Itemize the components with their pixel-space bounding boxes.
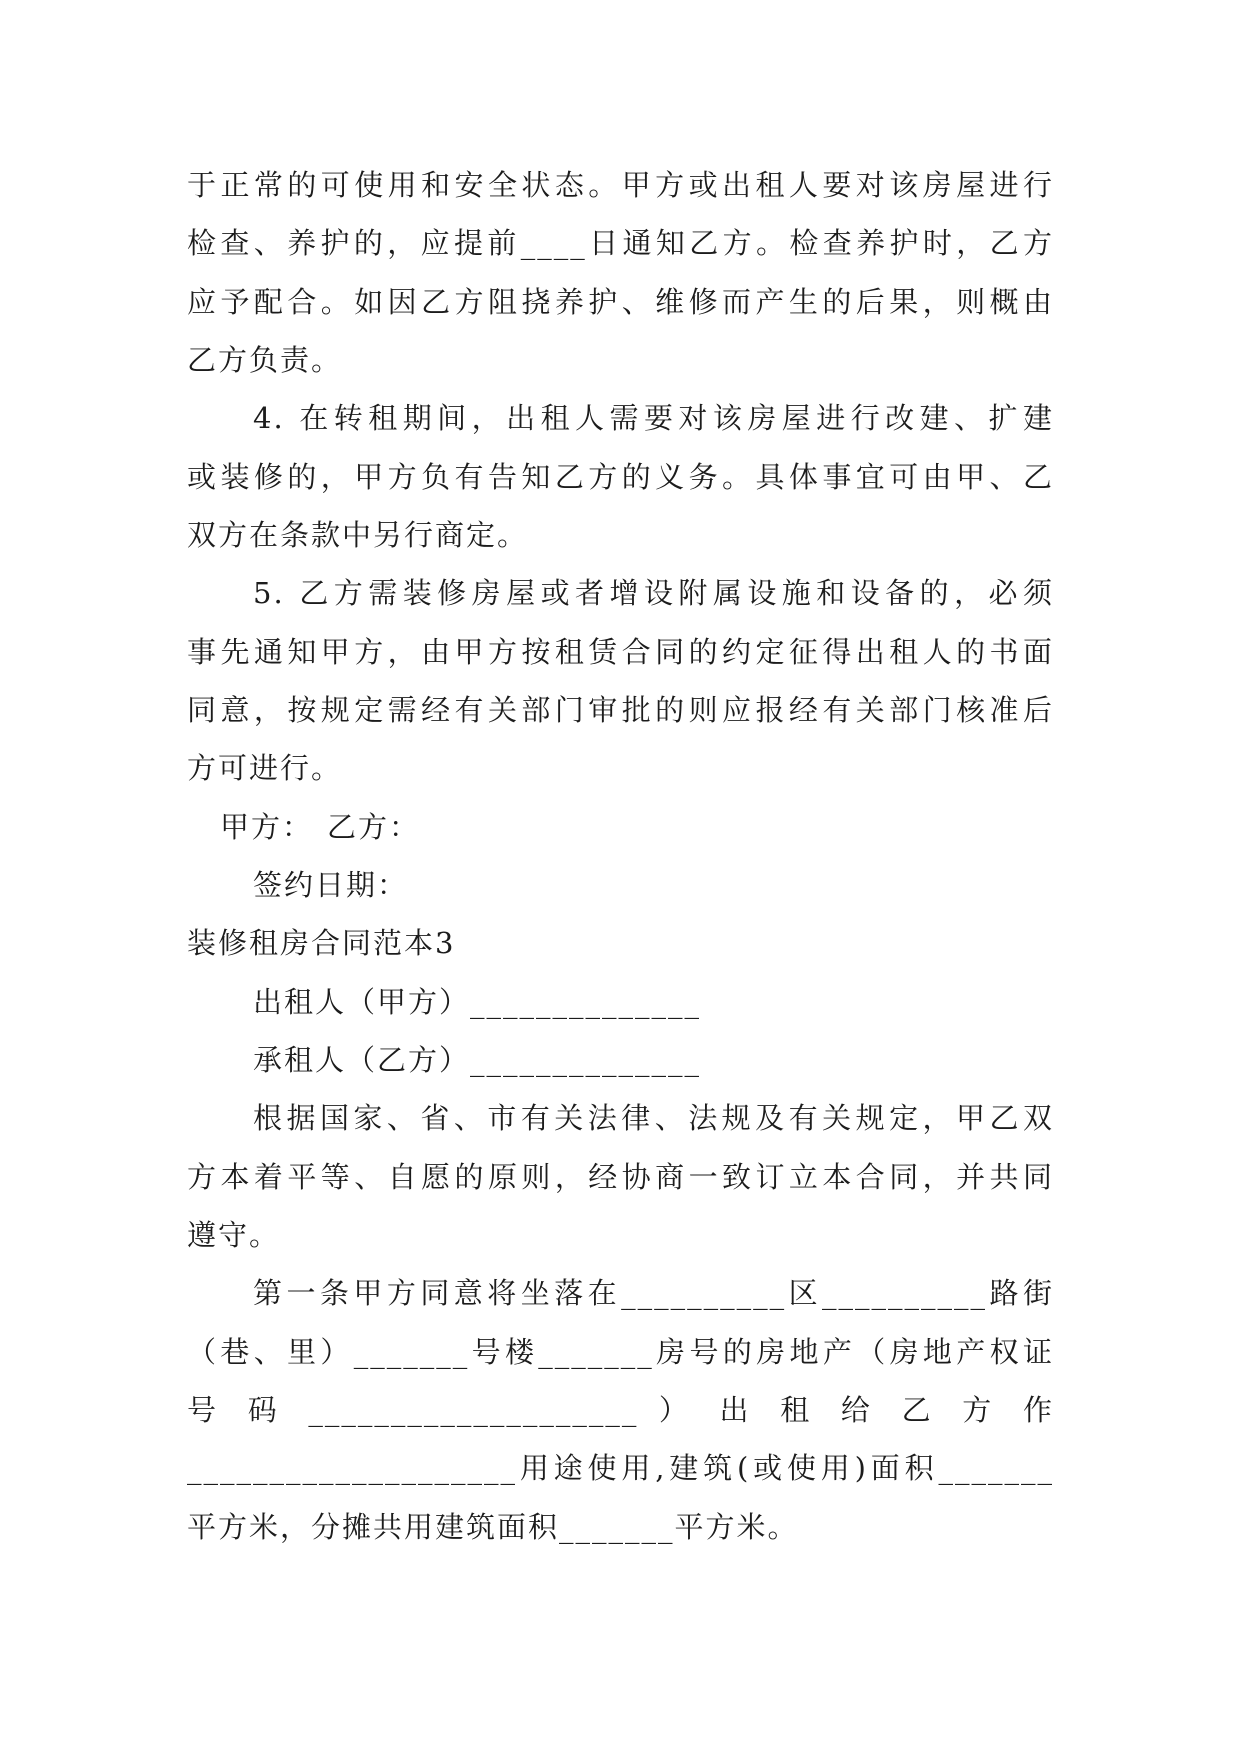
clause-4-line: 4. 在转租期间，出租人需要对该房屋进行改建、扩建 [253,401,1054,436]
lessor-field: 出租人（甲方）______________ [253,984,702,1019]
clause-4-line: 双方在条款中另行商定。 [187,517,529,552]
article-1-line: 第一条甲方同意将坐落在__________区__________路街 [253,1276,1054,1311]
party-b-signature-label: 乙方： [327,809,421,844]
signing-date-label: 签约日期： [253,867,409,902]
clause-5-line: 同意，按规定需经有关部门审批的则应报经有关部门核准后 [187,692,1054,727]
preamble-line: 遵守。 [187,1217,281,1252]
clause-4-line: 或装修的，甲方负有告知乙方的义务。具体事宜可由甲、乙 [187,459,1054,494]
contract-title: 装修租房合同范本3 [187,926,456,961]
clause-3-line: 应予配合。如因乙方阻挠养护、维修而产生的后果，则概由 [187,284,1054,319]
clause-5-line: 方可进行。 [187,751,343,786]
preamble-line: 方本着平等、自愿的原则，经协商一致订立本合同，并共同 [187,1159,1054,1194]
clause-3-line: 于正常的可使用和安全状态。甲方或出租人要对该房屋进行 [187,168,1054,202]
clause-5-line: 事先通知甲方，由甲方按租赁合同的约定征得出租人的书面 [187,634,1054,669]
clause-3-line: 检查、养护的，应提前____日通知乙方。检查养护时，乙方 [187,226,1054,261]
clause-3-line: 乙方负责。 [187,342,343,377]
article-1-line: ____________________用途使用,建筑(或使用)面积_______ [187,1451,1054,1486]
preamble-line: 根据国家、省、市有关法律、法规及有关规定，甲乙双 [253,1101,1054,1136]
party-a-signature-label: 甲方： [220,809,314,844]
lessee-field: 承租人（乙方）______________ [253,1042,702,1077]
signature-line [187,798,1054,856]
article-1-line: （巷、里）_______号楼_______房号的房地产（房地产权证 [187,1334,1054,1369]
article-1-line: 号 码 ____________________ ） 出 租 给 乙 方 作 [187,1392,1054,1427]
clause-5-line: 5. 乙方需装修房屋或者增设附属设施和设备的，必须 [253,576,1054,611]
article-1-line: 平方米，分摊共用建筑面积_______平方米。 [187,1509,799,1544]
document-body [187,156,1054,1556]
